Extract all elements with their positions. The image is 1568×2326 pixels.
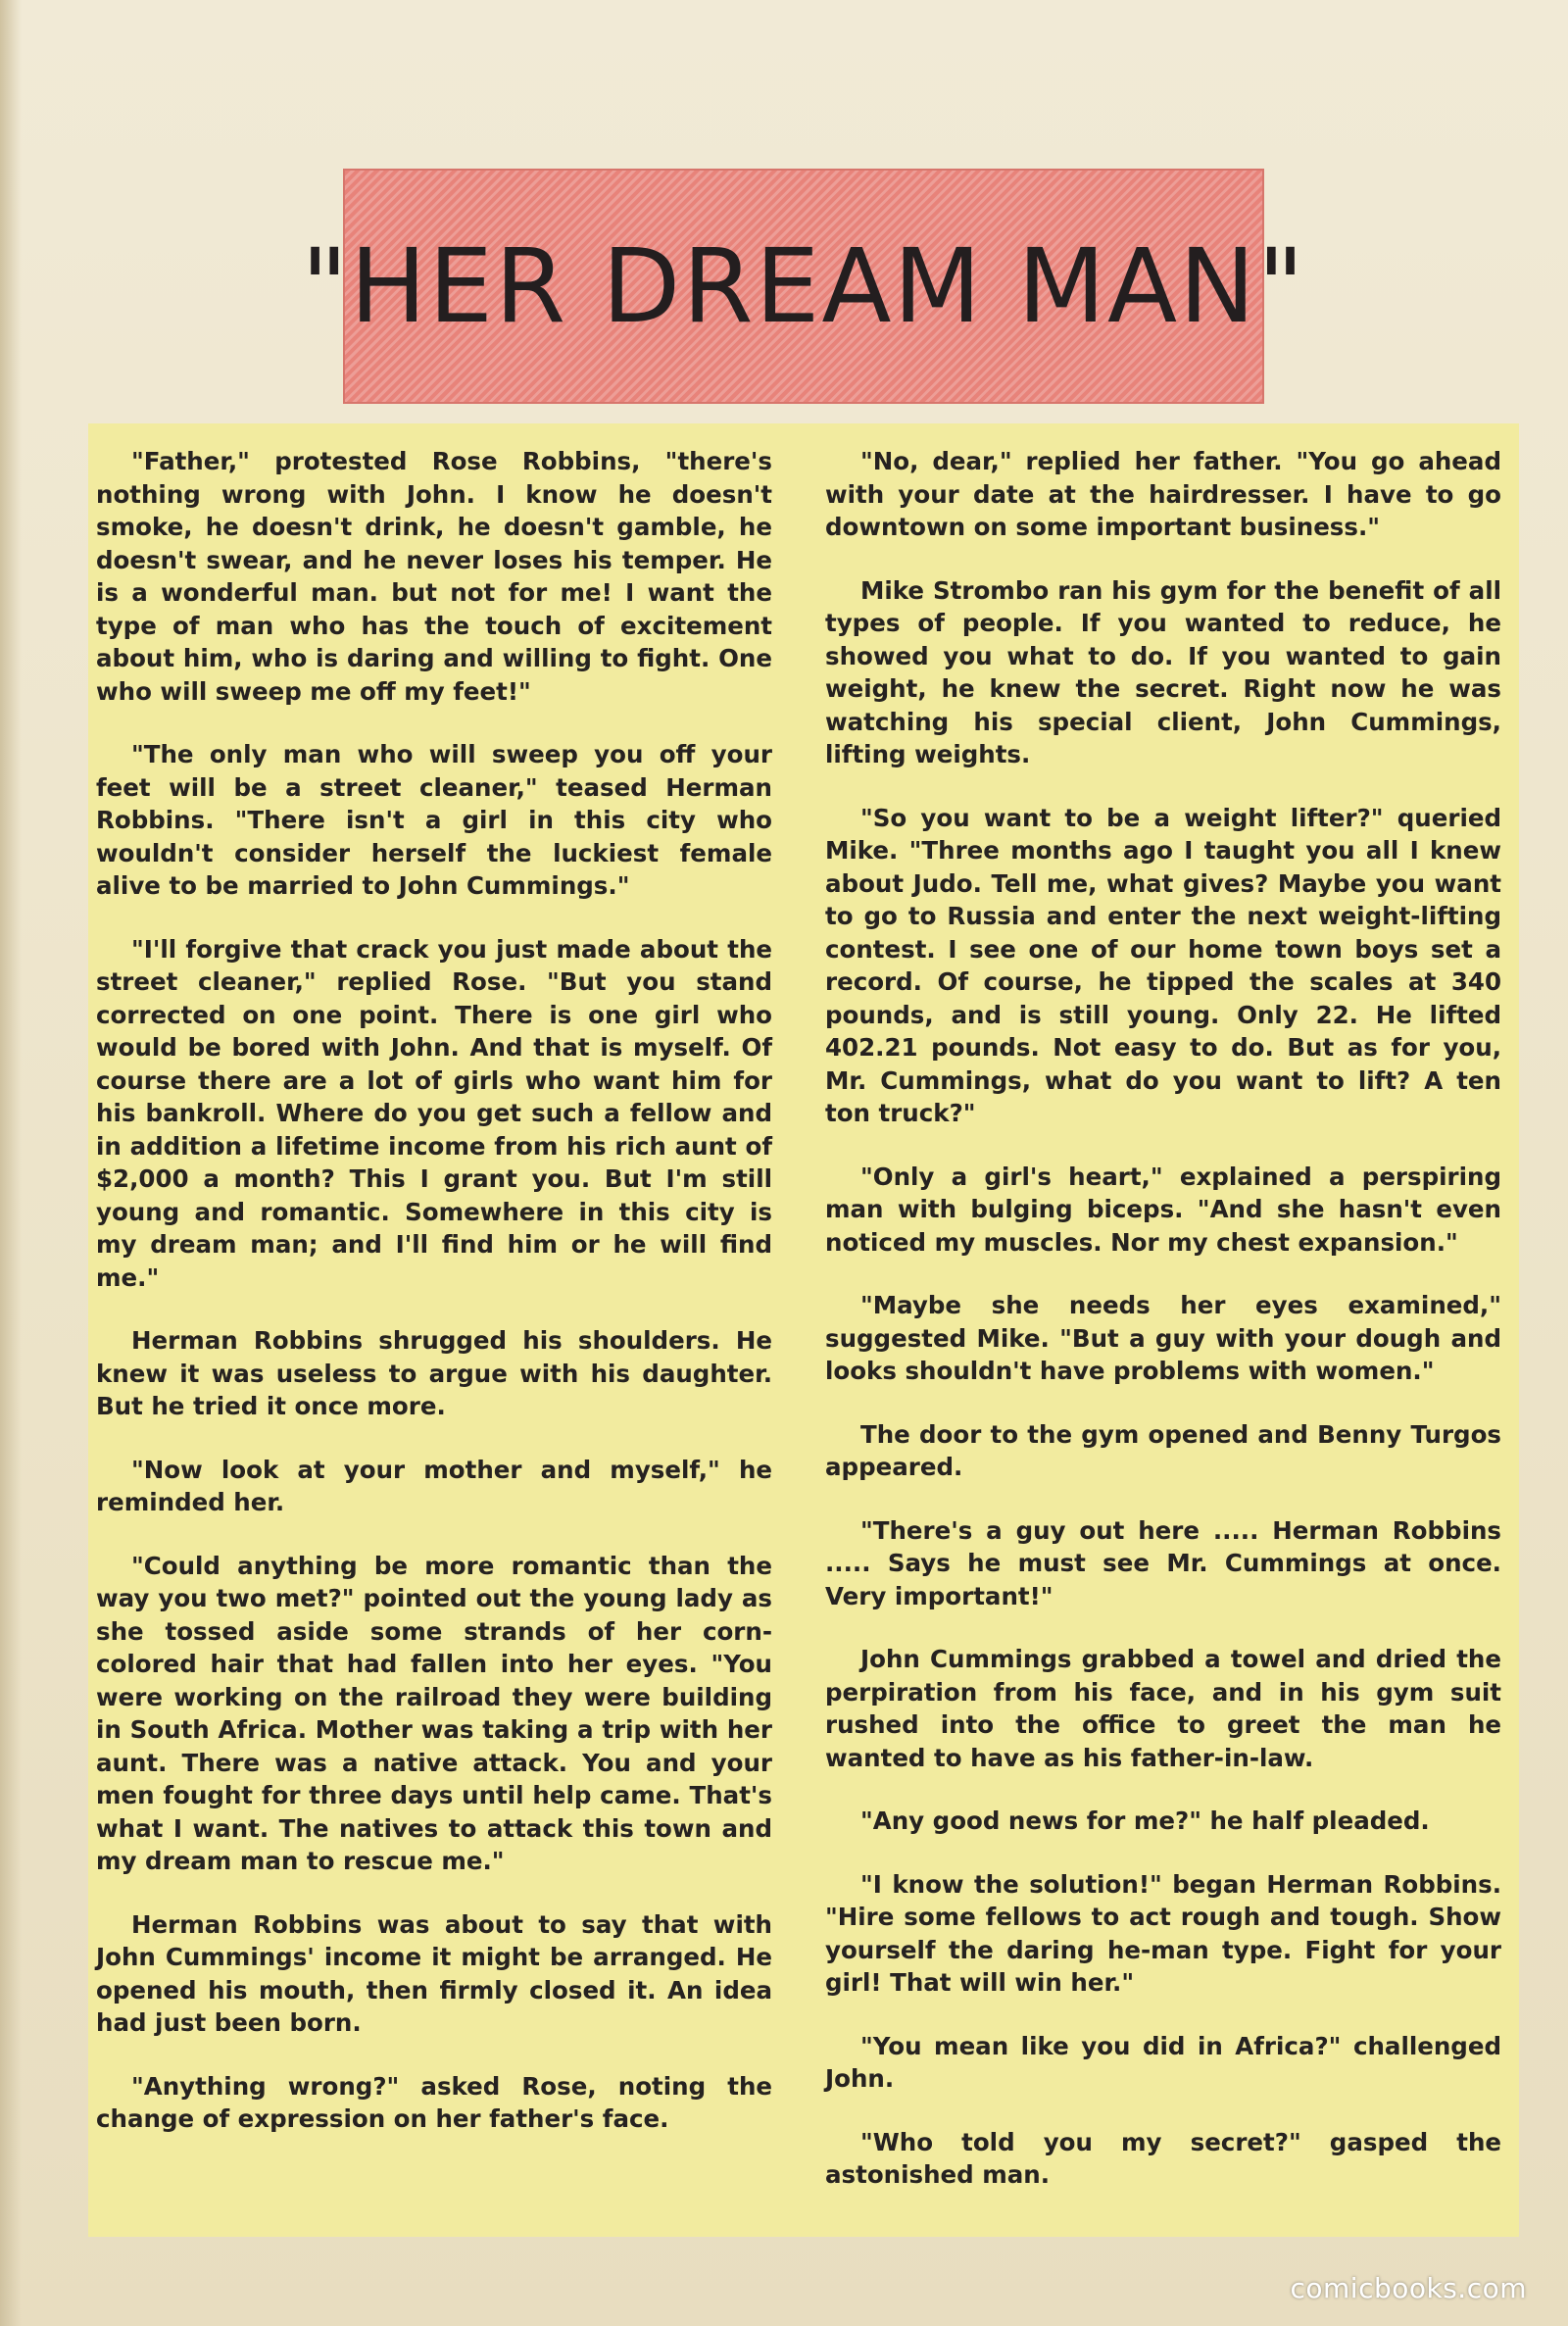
- paragraph: "No, dear," replied her father. "You go ahead with your date at the hairdresser. I have to go downtown on some important business.": [825, 447, 1501, 541]
- right-column: [825, 445, 1501, 2222]
- paragraph: "Maybe she needs her eyes examined," suggested Mike. "But a guy with your dough and looks shouldn't have problems with women.": [825, 1291, 1501, 1385]
- paragraph: "Anything wrong?" asked Rose, noting the change of expression on her father's face.: [96, 2071, 772, 2133]
- title-banner: [301, 169, 1306, 404]
- paragraph: Mike Strombo ran his gym for the benefit of all types of people. If you wanted to reduce, he showed you what to do. If you wanted to gain weight, he knew the secret. Right now he was watching his special client, John Cummings, lifting weights.: [825, 575, 1501, 768]
- paragraph: "I'll forgive that crack you just made about the street cleaner," replied Rose. "But you stand corrected on one point. There is one girl who would be bored with John. And that is myself. Of course there are a lot of girls who want him for his bankroll. Where do you get such a fellow and in addition a lifetime income from his rich aunt of $2,000 a month? This I grant you. But I'm still young and romantic. Somewhere in this city is my dream man; and I'll find him or he will find me.": [96, 934, 772, 1292]
- paragraph: "You mean like you did in Africa?" challenged John.: [825, 2031, 1501, 2093]
- story-text-panel: [88, 423, 1519, 2237]
- paragraph: "Father," protested Rose Robbins, "there's nothing wrong with John. I know he doesn't smoke, he doesn't drink, he doesn't gamble, he doesn't swear, and he never loses his temper. He is a wonderful man. but not for me! I want the type of man who has the touch of excitement about him, who is daring and willing to fight. One who will sweep me off my feet!": [96, 447, 772, 706]
- paragraph: "Only a girl's heart," explained a perspiring man with bulging biceps. "And she hasn't even noticed my muscles. Nor my chest expansion.": [825, 1162, 1501, 1257]
- paragraph: The door to the gym opened and Benny Turgos appeared.: [825, 1419, 1501, 1481]
- site-watermark: comicbooks.com: [1290, 2272, 1527, 2304]
- paragraph: "The only man who will sweep you off your feet will be a street cleaner," teased Herman Robbins. "There isn't a girl in this city who wouldn't consider herself the luckiest female alive to be married to John Cummings.": [96, 740, 772, 900]
- paragraph: "Now look at your mother and myself," he reminded her.: [96, 1455, 772, 1516]
- paragraph: "Any good news for me?" he half pleaded.: [860, 1806, 1430, 1835]
- paragraph: "I know the solution!" began Herman Robbins. "Hire some fellows to act rough and tough. Show yourself the daring he-man type. Fight for your girl! That will win her.": [825, 1869, 1501, 1997]
- paragraph: "There's a guy out here ..... Herman Robbins ..... Says he must see Mr. Cummings at once. Very important!": [825, 1515, 1501, 1610]
- paragraph: John Cummings grabbed a towel and dried the perpiration from his face, and in his gym suit rushed into the office to greet the man he wanted to have as his father-in-law.: [825, 1645, 1501, 1772]
- paragraph: "Who told you my secret?" gasped the astonished man.: [825, 2127, 1501, 2189]
- page-edge-shadow: [0, 0, 22, 2326]
- story-title: "HER DREAM MAN": [301, 226, 1306, 346]
- paragraph: "So you want to be a weight lifter?" queried Mike. "Three months ago I taught you all I knew about Judo. Tell me, what gives? Maybe you want to go to Russia and enter the next weight-lifting contest. I see one of our home town boys set a record. Of course, he tipped the scales at 340 pounds, and is still young. Only 22. He lifted 402.21 pounds. Not easy to do. But as for you, Mr. Cummings, what do you want to lift? A ten ton truck?": [825, 803, 1501, 1127]
- paragraph: Herman Robbins shrugged his shoulders. He knew it was useless to argue with his daughter. But he tried it once more.: [96, 1326, 772, 1420]
- left-column: [96, 445, 772, 2166]
- paragraph: "Could anything be more romantic than the way you two met?" pointed out the young lady as she tossed aside some strands of her corn-colored hair that had fallen into her eyes. "You were working on the railroad they were building in South Africa. Mother was taking a trip with her aunt. There was a native attack. You and your men fought for three days until help came. That's what I want. The natives to attack this town and my dream man to rescue me.": [96, 1551, 772, 1875]
- paragraph: Herman Robbins was about to say that with John Cummings' income it might be arranged. He opened his mouth, then firmly closed it. An idea had just been born.: [96, 1909, 772, 2037]
